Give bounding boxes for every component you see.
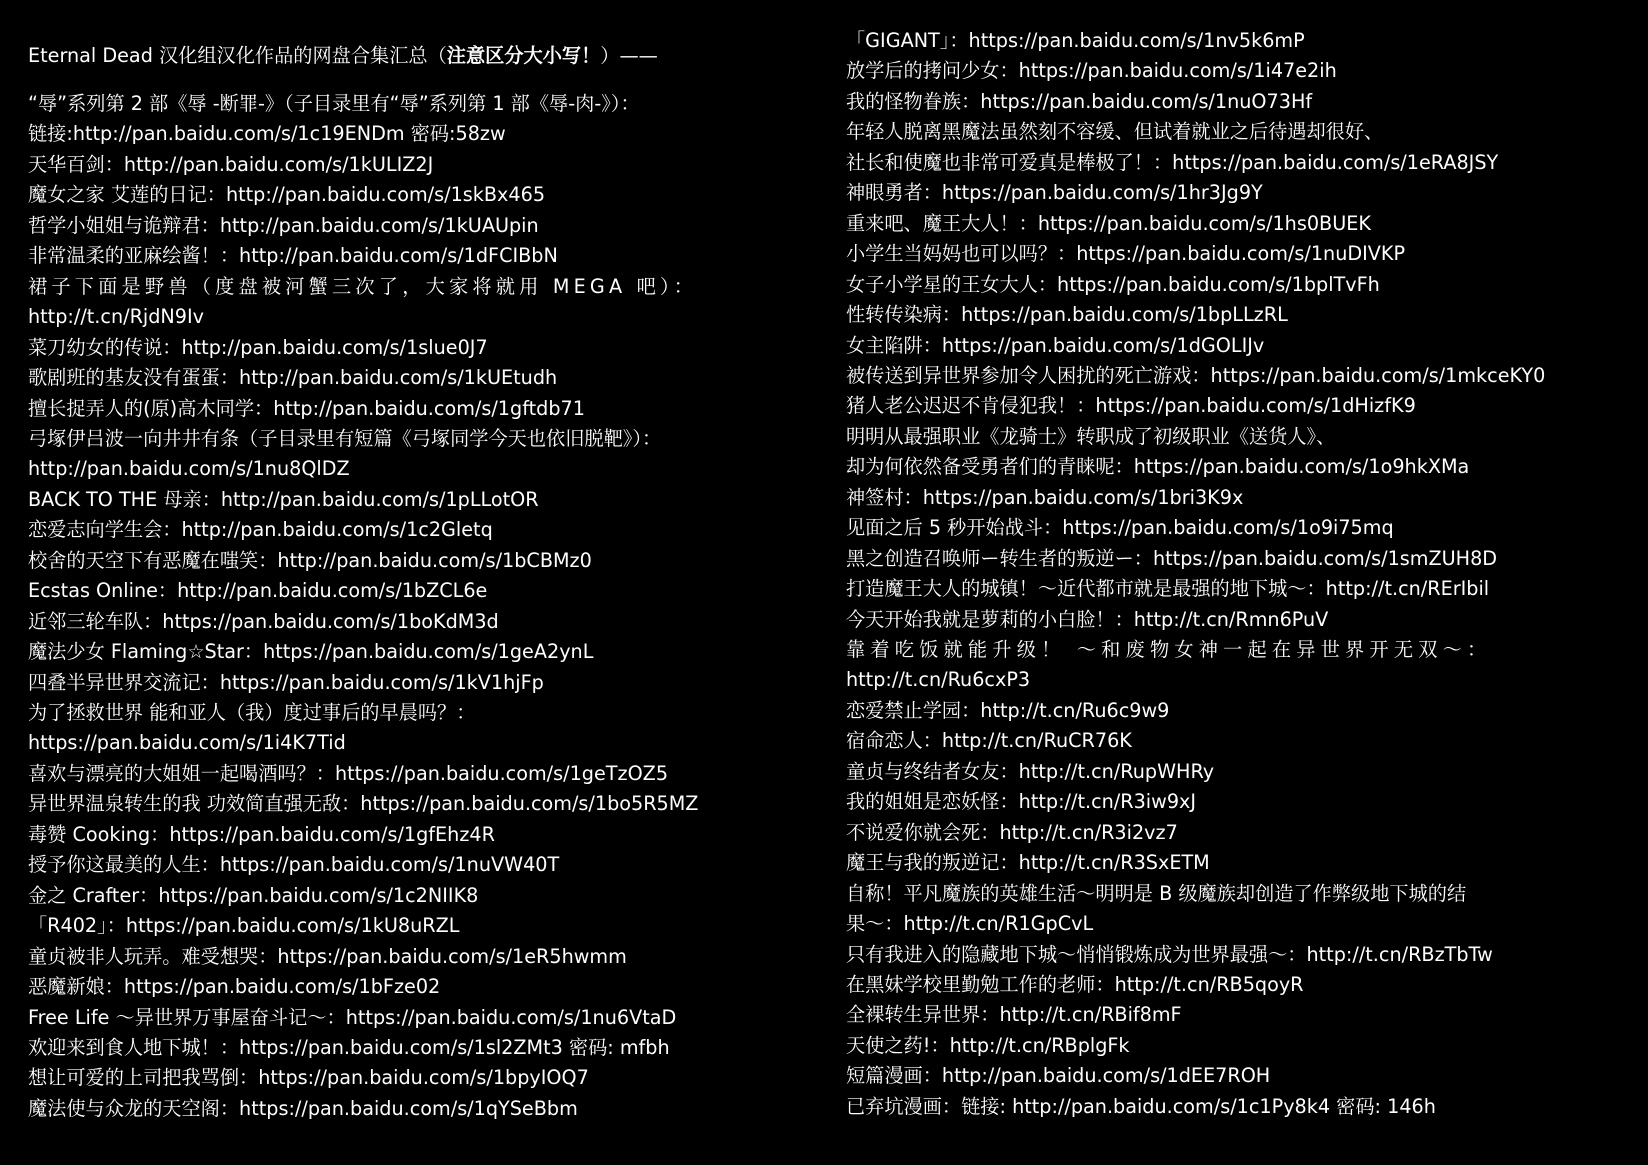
entry-line: 恋爱禁止学园：http://t.cn/Ru6c9w9 bbox=[846, 698, 1170, 722]
entry-line: 已弃坑漫画：链接: http://pan.baidu.com/s/1c1Py8k4 密码: 146h bbox=[846, 1094, 1436, 1118]
entry-line: http://t.cn/RjdN9Iv bbox=[28, 305, 204, 329]
entry-line: 恶魔新娘：https://pan.baidu.com/s/1bFze02 bbox=[28, 975, 441, 999]
entry-line: 校舍的天空下有恶魔在嗤笑：http://pan.baidu.com/s/1bCBMz0 bbox=[28, 548, 592, 572]
entry-line: 魔女之家 艾莲的日记：http://pan.baidu.com/s/1skBx465 bbox=[28, 183, 546, 207]
title-emphasis: 注意区分大小写！ bbox=[446, 44, 601, 67]
entry-line: 宿命恋人：http://t.cn/RuCR76K bbox=[846, 729, 1132, 753]
entry-line: 链接:http://pan.baidu.com/s/1c19ENDm 密码:58zw bbox=[28, 122, 506, 146]
document-title bbox=[28, 41, 658, 71]
entry-line: 全裸转生异世界：http://t.cn/RBif8mF bbox=[846, 1003, 1182, 1027]
entry-line: 喜欢与漂亮的大姐姐一起喝酒吗？：https://pan.baidu.com/s/1geTzOZ5 bbox=[28, 761, 669, 785]
entry-line: http://pan.baidu.com/s/1nu8QlDZ bbox=[28, 457, 350, 481]
entry-line: 弓塚伊吕波一向井井有条（子目录里有短篇《弓塚同学今天也依旧脱靶》）： bbox=[28, 426, 662, 450]
entry-line: 见面之后 5 秒开始战斗：https://pan.baidu.com/s/1o9i75mq bbox=[846, 516, 1394, 540]
entry-line: 哲学小姐姐与诡辩君：http://pan.baidu.com/s/1kUAUpin bbox=[28, 213, 539, 237]
entry-line: 小学生当妈妈也可以吗？：https://pan.baidu.com/s/1nuDIVKP bbox=[846, 242, 1406, 266]
entry-line: 社长和使魔也非常可爱真是棒极了！：https://pan.baidu.com/s/1eRA8JSY bbox=[846, 150, 1499, 174]
entry-line: 「R402」：https://pan.baidu.com/s/1kU8uRZL bbox=[28, 914, 460, 938]
entry-line: 魔法少女 Flaming☆Star：https://pan.baidu.com/s/1geA2ynL bbox=[28, 640, 594, 664]
entry-line: 天使之药!：http://t.cn/RBplgFk bbox=[846, 1033, 1130, 1057]
entry-line: 菜刀幼女的传说：http://pan.baidu.com/s/1slue0J7 bbox=[28, 335, 488, 359]
entry-line: Free Life ～异世界万事屋奋斗记～：https://pan.baidu.com/s/1nu6VtaD bbox=[28, 1005, 677, 1029]
entry-line: 我的姐姐是恋妖怪：http://t.cn/R3iw9xJ bbox=[846, 790, 1197, 814]
entry-line: 靠着吃饭就能升级！ ～和废物女神一起在异世界开无双～： bbox=[846, 638, 1492, 661]
entry-line: 裙子下面是野兽（度盘被河蟹三次了，大家将就用 MEGA 吧）： bbox=[28, 274, 698, 298]
entry-line: 只有我进入的隐藏地下城～悄悄锻炼成为世界最强～：http://t.cn/RBzTbTw bbox=[846, 942, 1493, 966]
entry-line: 歌剧班的基友没有蛋蛋：http://pan.baidu.com/s/1kUEtudh bbox=[28, 366, 558, 390]
entry-line: 欢迎来到食人地下城！：https://pan.baidu.com/s/1sl2ZMt3 密码: mfbh bbox=[28, 1035, 670, 1059]
title-suffix: ）—— bbox=[600, 44, 658, 67]
entry-line: 今天开始我就是萝莉的小白脸！：http://t.cn/Rmn6PuV bbox=[846, 607, 1329, 631]
entry-line: 近邻三轮车队：https://pan.baidu.com/s/1boKdM3d bbox=[28, 609, 499, 633]
entry-line: 却为何依然备受勇者们的青睐呢：https://pan.baidu.com/s/1o9hkXMa bbox=[846, 455, 1470, 479]
entry-line: 猪人老公迟迟不肯侵犯我！：https://pan.baidu.com/s/1dHizfK9 bbox=[846, 394, 1416, 418]
entry-line: 重来吧、魔王大人！：https://pan.baidu.com/s/1hs0BUEK bbox=[846, 211, 1371, 235]
entry-line: 在黑妹学校里勤勉工作的老师：http://t.cn/RB5qoyR bbox=[846, 972, 1304, 996]
entry-line: 黑之创造召唤师ー转生者的叛逆ー：https://pan.baidu.com/s/1smZUH8D bbox=[846, 546, 1498, 570]
entry-line: 性转传染病：https://pan.baidu.com/s/1bpLLzRL bbox=[846, 303, 1288, 327]
entry-line: 「GIGANT」：https://pan.baidu.com/s/1nv5k6mP bbox=[846, 29, 1305, 52]
title-prefix: Eternal Dead 汉化组汉化作品的网盘合集汇总（ bbox=[28, 44, 447, 67]
entry-line: 恋爱志向学生会：http://pan.baidu.com/s/1c2Gletq bbox=[28, 518, 493, 542]
entry-line: 被传送到异世界参加令人困扰的死亡游戏：https://pan.baidu.com/s/1mkceKY0 bbox=[846, 363, 1546, 387]
entry-line: 擅长捉弄人的(原)高木同学：http://pan.baidu.com/s/1gftdb71 bbox=[28, 396, 585, 420]
entry-line: 非常温柔的亚麻绘酱！：http://pan.baidu.com/s/1dFCIBbN bbox=[28, 244, 558, 268]
entry-line: 不说爱你就会死：http://t.cn/R3i2vz7 bbox=[846, 820, 1178, 844]
entry-line: 童贞被非人玩弄。难受想哭：https://pan.baidu.com/s/1eR5hwmm bbox=[28, 944, 627, 968]
entry-line: 果～：http://t.cn/R1GpCvL bbox=[846, 912, 1094, 936]
entry-line: https://pan.baidu.com/s/1i4K7Tid bbox=[28, 731, 346, 755]
entry-line: 四叠半异世界交流记：https://pan.baidu.com/s/1kV1hjFp bbox=[28, 670, 544, 694]
entry-line: 放学后的拷问少女：https://pan.baidu.com/s/1i47e2ih bbox=[846, 59, 1337, 83]
entry-line: http://t.cn/Ru6cxP3 bbox=[846, 668, 1031, 692]
entry-line: 神签村：https://pan.baidu.com/s/1bri3K9x bbox=[846, 485, 1244, 509]
entry-line: 金之 Crafter：https://pan.baidu.com/s/1c2NIIK8 bbox=[28, 883, 479, 907]
entry-line: 童贞与终结者女友：http://t.cn/RupWHRy bbox=[846, 759, 1215, 783]
entry-line: 年轻人脱离黑魔法虽然刻不容缓、但试着就业之后待遇却很好、 bbox=[846, 120, 1384, 144]
entry-line: 毒赞 Cooking：https://pan.baidu.com/s/1gfEhz4R bbox=[28, 822, 495, 846]
entry-line: 授予你这最美的人生：https://pan.baidu.com/s/1nuVW40T bbox=[28, 853, 560, 877]
entry-line: Ecstas Online：http://pan.baidu.com/s/1bZCL6e bbox=[28, 579, 488, 603]
entry-line: 自称！平凡魔族的英雄生活～明明是 B 级魔族却创造了作弊级地下城的结 bbox=[846, 881, 1467, 905]
entry-line: 异世界温泉转生的我 功效简直强无敌：https://pan.baidu.com/s/1bo5R5MZ bbox=[28, 792, 699, 816]
entry-line: 打造魔王大人的城镇！～近代都市就是最强的地下城～：http://t.cn/RErIbil bbox=[846, 577, 1490, 601]
entry-line: 神眼勇者：https://pan.baidu.com/s/1hr3Jg9Y bbox=[846, 181, 1263, 205]
entry-line: BACK TO THE 母亲：http://pan.baidu.com/s/1pLLotOR bbox=[28, 487, 539, 511]
entry-line: 魔王与我的叛逆记：http://t.cn/R3SxETM bbox=[846, 851, 1210, 875]
entry-line: 魔法使与众龙的天空阁：https://pan.baidu.com/s/1qYSeBbm bbox=[28, 1096, 578, 1120]
entry-line: 为了拯救世界 能和亚人（我）度过事后的早晨吗？： bbox=[28, 701, 476, 724]
entry-line: 想让可爱的上司把我骂倒：https://pan.baidu.com/s/1bpyIOQ7 bbox=[28, 1066, 589, 1090]
entry-line: 我的怪物眷族：https://pan.baidu.com/s/1nuO73Hf bbox=[846, 89, 1313, 113]
entry-line: 明明从最强职业《龙骑士》转职成了初级职业《送货人》、 bbox=[846, 424, 1336, 448]
entry-line: 天华百剑：http://pan.baidu.com/s/1kULIZ2J bbox=[28, 152, 434, 176]
entry-line: 女子小学星的王女大人：https://pan.baidu.com/s/1bplTvFh bbox=[846, 272, 1380, 296]
entry-line: 短篇漫画：http://pan.baidu.com/s/1dEE7ROH bbox=[846, 1064, 1271, 1088]
entry-line: 女主陷阱：https://pan.baidu.com/s/1dGOLIJv bbox=[846, 333, 1265, 357]
entry-line: “辱”系列第 2 部《辱 -断罪-》（子目录里有“辱”系列第 1 部《辱-肉-》）： bbox=[28, 92, 640, 115]
